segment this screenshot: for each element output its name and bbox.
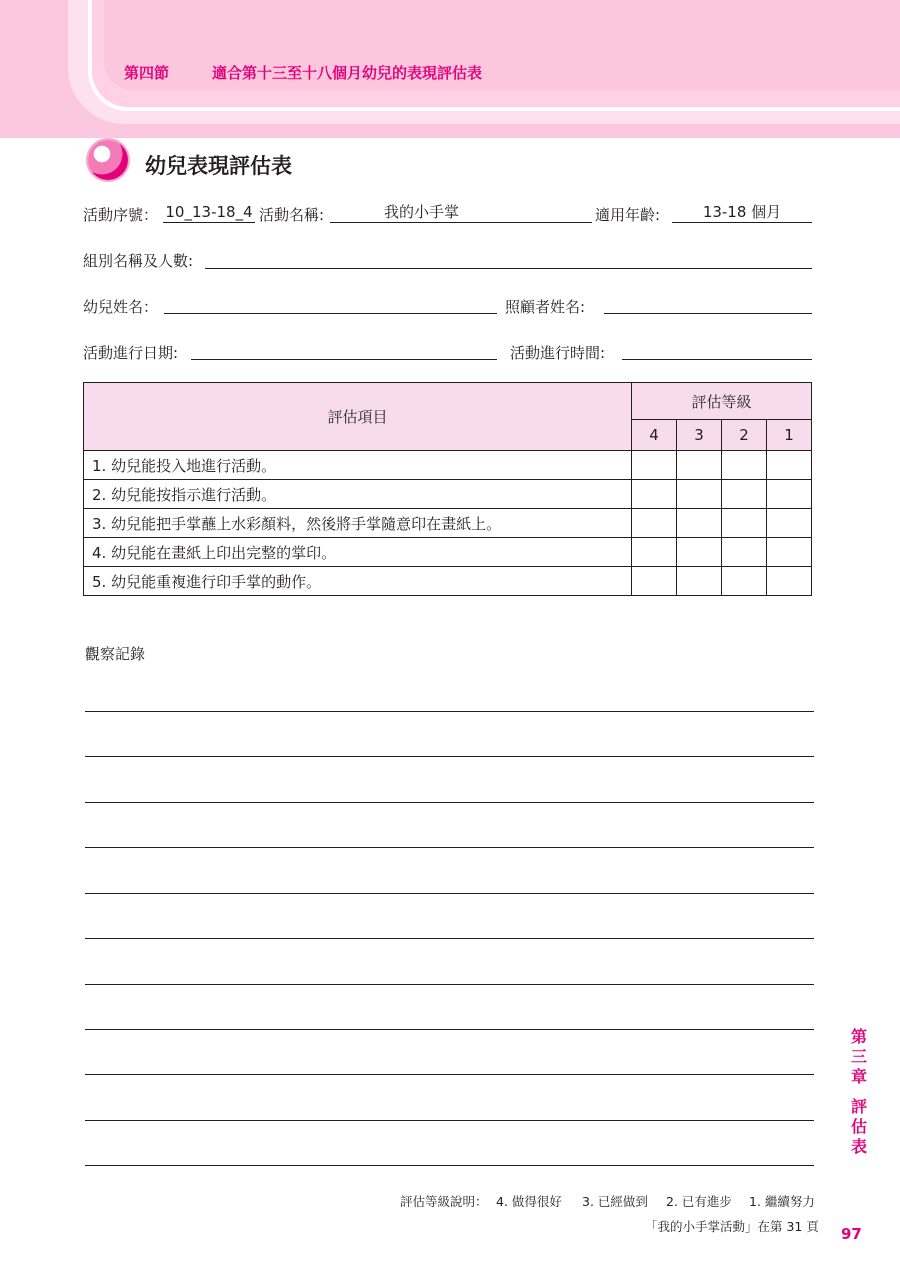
rating-cell[interactable] xyxy=(767,509,812,538)
observation-label: 觀察記錄 xyxy=(85,645,146,663)
observation-line[interactable] xyxy=(85,984,814,985)
observation-line[interactable] xyxy=(85,1029,814,1030)
activity-no-label: 活動序號： xyxy=(83,206,159,224)
observation-line[interactable] xyxy=(85,847,814,848)
rating-cell[interactable] xyxy=(632,451,677,480)
page-number: 97 xyxy=(841,1225,862,1243)
side-char: 估 xyxy=(850,1117,867,1136)
rating-cell[interactable] xyxy=(632,480,677,509)
legend-label: 評估等級說明： xyxy=(400,1194,488,1209)
side-section-label xyxy=(849,1097,869,1157)
rating-cell[interactable] xyxy=(677,538,722,567)
table-row xyxy=(84,567,812,596)
observation-line[interactable] xyxy=(85,1074,814,1075)
rating-cell[interactable] xyxy=(677,451,722,480)
section-title: 適合第十三至十八個月幼兒的表現評估表 xyxy=(212,64,483,82)
group-field[interactable] xyxy=(205,268,812,269)
date-field[interactable] xyxy=(191,359,497,360)
activity-name-label: 活動名稱: xyxy=(259,206,325,224)
side-char: 第 xyxy=(850,1027,867,1046)
activity-name-value: 我的小手掌 xyxy=(384,203,460,221)
side-char: 評 xyxy=(850,1097,867,1116)
evaluation-table xyxy=(83,382,812,596)
age-label: 適用年齡: xyxy=(595,206,661,224)
rating-cell[interactable] xyxy=(722,509,767,538)
rating-cell[interactable] xyxy=(722,538,767,567)
rating-cell[interactable] xyxy=(767,451,812,480)
rating-header: 評估等級 xyxy=(632,383,812,420)
table-row xyxy=(84,509,812,538)
form-title: 幼兒表現評估表 xyxy=(145,154,292,178)
legend-item-2: 2. 已有進步 xyxy=(666,1194,732,1209)
rating-4-header: 4 xyxy=(632,420,677,451)
observation-line[interactable] xyxy=(85,1165,814,1166)
item-text: 2. 幼兒能按指示進行活動。 xyxy=(84,480,632,509)
item-text: 1. 幼兒能投入地進行活動。 xyxy=(84,451,632,480)
table-row xyxy=(84,480,812,509)
rating-cell[interactable] xyxy=(677,567,722,596)
rating-cell[interactable] xyxy=(767,538,812,567)
observation-line[interactable] xyxy=(85,893,814,894)
item-header: 評估項目 xyxy=(84,383,632,451)
rating-cell[interactable] xyxy=(767,567,812,596)
child-name-label: 幼兒姓名： xyxy=(83,298,159,316)
pink-bubble-icon xyxy=(88,140,128,180)
page-reference: 「我的小手掌活動」在第 31 頁 xyxy=(645,1219,819,1234)
rating-cell[interactable] xyxy=(722,567,767,596)
caregiver-label: 照顧者姓名: xyxy=(505,298,586,316)
activity-no-value: 10_13-18_4 xyxy=(163,203,255,223)
observation-line[interactable] xyxy=(85,938,814,939)
table-row xyxy=(84,451,812,480)
rating-2-header: 2 xyxy=(722,420,767,451)
legend-item-3: 3. 已經做到 xyxy=(582,1194,648,1209)
date-label: 活動進行日期: xyxy=(83,344,179,362)
side-char: 三 xyxy=(850,1047,867,1066)
side-char: 章 xyxy=(850,1067,867,1086)
item-text: 3. 幼兒能把手掌蘸上水彩顏料，然後將手掌隨意印在畫紙上。 xyxy=(84,509,632,538)
rating-cell[interactable] xyxy=(677,509,722,538)
legend-item-4: 4. 做得很好 xyxy=(496,1194,562,1209)
rating-cell[interactable] xyxy=(677,480,722,509)
group-label: 組別名稱及人數: xyxy=(83,252,194,270)
rating-cell[interactable] xyxy=(767,480,812,509)
observation-line[interactable] xyxy=(85,711,814,712)
rating-cell[interactable] xyxy=(722,480,767,509)
rating-cell[interactable] xyxy=(722,451,767,480)
time-label: 活動進行時間: xyxy=(510,344,606,362)
rating-3-header: 3 xyxy=(677,420,722,451)
child-name-field[interactable] xyxy=(164,313,497,314)
rating-1-header: 1 xyxy=(767,420,812,451)
item-text: 5. 幼兒能重複進行印手掌的動作。 xyxy=(84,567,632,596)
observation-line[interactable] xyxy=(85,802,814,803)
observation-line[interactable] xyxy=(85,1120,814,1121)
side-chapter-label xyxy=(849,1027,869,1087)
item-text: 4. 幼兒能在畫紙上印出完整的掌印。 xyxy=(84,538,632,567)
side-char: 表 xyxy=(850,1137,867,1156)
section-label: 第四節 xyxy=(124,64,170,82)
time-field[interactable] xyxy=(622,359,812,360)
legend-item-1: 1. 繼續努力 xyxy=(749,1194,815,1209)
caregiver-field[interactable] xyxy=(604,313,812,314)
table-row xyxy=(84,538,812,567)
activity-name-field[interactable] xyxy=(330,203,592,223)
observation-line[interactable] xyxy=(85,756,814,757)
rating-cell[interactable] xyxy=(632,509,677,538)
age-value: 13-18 個月 xyxy=(672,203,812,223)
rating-cell[interactable] xyxy=(632,567,677,596)
rating-cell[interactable] xyxy=(632,538,677,567)
